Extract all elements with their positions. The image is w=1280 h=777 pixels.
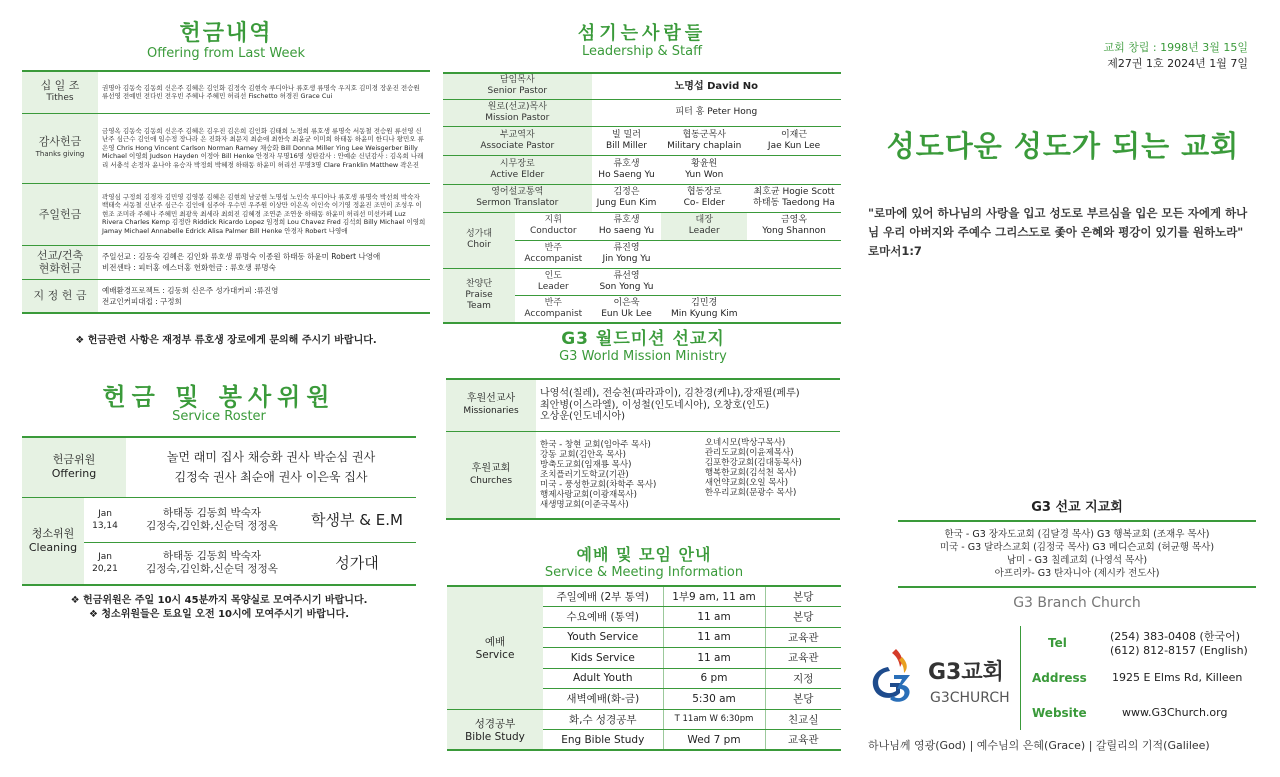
- g3-logo-icon: [866, 645, 916, 707]
- table-row: [22, 71, 430, 113]
- role-label: 원로(선교)목사: [487, 101, 547, 112]
- missionaries-label: 후원선교사: [466, 393, 516, 405]
- services-subtitle: Service & Meeting Information: [544, 565, 744, 580]
- person-name-en: Yun Won: [685, 169, 724, 180]
- roster-cleaning-names: 하태동 김동희 박숙자 김정숙,김인화,신순덕 정정옥: [126, 497, 298, 542]
- person-name: 금영옥: [780, 215, 808, 225]
- address-value: 1925 E Elms Rd, Killeen: [1112, 671, 1243, 684]
- table-row: [22, 183, 430, 245]
- role-label-en: Associate Pastor: [480, 140, 555, 151]
- offering-note: ❖ 헌금관련 사항은 재정부 류호생 장로에게 문의해 주시기 바랍니다.: [75, 335, 377, 346]
- offering-table: [22, 70, 430, 314]
- service-place: 지정: [765, 668, 841, 689]
- role-label: 지휘: [544, 215, 562, 225]
- person-name: 이재근: [780, 129, 808, 140]
- mission-pastor-name: 피터 홍 Peter Hong: [592, 99, 841, 126]
- table-row: [447, 586, 841, 607]
- person-name-en: Eun Uk Lee: [601, 308, 652, 319]
- person-name-en: Yong Shannon: [762, 226, 826, 236]
- contact-website: [1032, 706, 1262, 722]
- leadership-header: [443, 24, 841, 60]
- offering-label: 주일헌금: [38, 207, 82, 221]
- service-place: 교육관: [765, 648, 841, 669]
- person-name-en: Jae Kun Lee: [767, 140, 821, 151]
- offering-label: 지 정 헌 금: [33, 289, 87, 303]
- person-name: 김민경: [691, 297, 718, 308]
- tel-korean: (254) 383-0408 (한국어): [1110, 630, 1240, 643]
- role-label-en: Accompanist: [524, 254, 583, 264]
- branch-line: 남미 - G3 칠레교회 (나영석 목사): [1006, 555, 1148, 566]
- branch-title: G3 선교 지교회: [1031, 500, 1123, 515]
- table-row: [22, 245, 430, 279]
- role-label-en: Sermon Translator: [476, 198, 559, 208]
- offering-members-line: 놀먼 래미 집사 채승화 권사 박순심 권사: [166, 450, 376, 465]
- study-label: 성경공부: [474, 717, 516, 730]
- table-row: [443, 99, 841, 126]
- roster-date: Jan 20,21: [84, 542, 126, 585]
- branch-line: 미국 - G3 달라스교회 (김정국 목사) G3 메디슨교회 (허균행 목사): [939, 542, 1215, 553]
- person-name: 류진영: [613, 243, 640, 253]
- offering-header: [22, 22, 430, 62]
- worship-label: 예배: [484, 636, 506, 649]
- offering-label-en: Thanks giving: [35, 150, 85, 158]
- services-header: [447, 545, 841, 581]
- person-name: 빌 밀러: [612, 129, 641, 140]
- branch-line: 한국 - G3 장자도교회 (김달경 목사) G3 행복교회 (조재우 목사): [944, 529, 1210, 540]
- mission-title: G3 월드미션 선교지: [561, 329, 725, 349]
- missionaries-label-en: Missionaries: [463, 406, 519, 417]
- roster-date: Jan 13,14: [84, 497, 126, 542]
- table-row: [443, 184, 841, 212]
- offering-label-en: Tithes: [46, 93, 74, 104]
- logo-text-en: G3CHURCH: [930, 690, 1010, 706]
- address-label: Address: [1032, 671, 1087, 685]
- table-row: [446, 431, 840, 519]
- branch-line: 아프리카- G3 탄자니아 (제시카 전도사): [994, 568, 1160, 579]
- person-name: 류호생: [613, 158, 640, 169]
- table-row: [22, 279, 430, 313]
- offering-label: 십 일 조: [40, 79, 80, 93]
- person-name-en: Ho Saeng Yu: [598, 169, 655, 180]
- table-row: [446, 379, 840, 431]
- roster-offering-label: 헌금위원: [52, 453, 96, 467]
- table-row: [22, 113, 430, 183]
- table-row: [22, 497, 416, 542]
- offering-members-line: 김정숙 권사 최순애 권사 이은욱 집사: [174, 470, 368, 485]
- service-name: Youth Service: [543, 627, 663, 648]
- roster-title: 헌금 및 봉사위원: [102, 383, 336, 411]
- study-label-en: Bible Study: [465, 730, 525, 743]
- person-name: 류선영: [613, 270, 640, 281]
- person-name: 협동군목사: [682, 129, 726, 140]
- leadership-title: 섬기는사람들: [577, 23, 707, 44]
- person-name-en: Military chaplain: [667, 140, 742, 151]
- role-label-en: Accompanist: [524, 308, 583, 319]
- service-name: Adult Youth: [543, 668, 663, 689]
- offering-names: 주일선교 : 김동숙 김혜은 김인화 류호생 류명숙 이종원 하태동 하윤미 Robert 나영애 비전센타 : 피터홍 에스더홍 헌화헌금 : 류호생 류명숙: [98, 245, 430, 279]
- mission-header: [446, 329, 840, 365]
- contact-tel: [1032, 628, 1262, 660]
- role-label: 대장: [695, 215, 713, 225]
- offering-label-en: 현화헌금: [38, 262, 82, 275]
- person-name-en: Jung Eun Kim: [596, 198, 657, 208]
- role-label: 담임목사: [499, 75, 535, 86]
- role-label-en: Conductor: [529, 226, 577, 236]
- bible-verse: "로마에 있어 하나님의 사랑을 입고 성도로 부르심을 입은 모든 자에게 하나님 우리 아버지와 주예수 그리스도로 좇아 은혜와 평강이 있기를 원하노라" 로마서1:7: [868, 206, 1248, 258]
- church-logo: [866, 645, 916, 707]
- role-label-en: Mission Pastor: [485, 112, 550, 123]
- role-label: 찬양단: [465, 278, 493, 289]
- person-name-en: Son Yong Yu: [599, 281, 654, 292]
- churches-list: 한국 - 창현 교회(임아주 목사) 강동 교회(김안옥 목사) 방축도교회(임재룡 목사) 조치플러기도학교(기관) 미국 - 풍성한교회(차학주 목사) 행제사랑교회(이광재목사) 새생명교회(이준국목사): [540, 439, 657, 510]
- roster-header: [22, 385, 416, 425]
- contact-address: [1032, 671, 1262, 687]
- service-name: 수요예배 (통역): [543, 607, 663, 628]
- roster-note: ❖ 청소위원들은 토요일 오전 10시에 모여주시기 바랍니다.: [88, 609, 350, 620]
- service-name: 주일예배 (2부 통역): [543, 586, 663, 607]
- table-row: [443, 155, 841, 184]
- branch-title-en: G3 Branch Church: [1013, 595, 1141, 611]
- service-place: 교육관: [765, 627, 841, 648]
- service-place: 친교실: [765, 709, 841, 730]
- role-label: 반주: [544, 297, 562, 308]
- person-name-en: Min Kyung Kim: [670, 308, 738, 319]
- person-name: 협동장로: [686, 187, 722, 197]
- offering-names: 예배환경프로젝트 : 김동희 신은주 성가대커피 :류진영 전교인커피대접 : 구정희: [98, 279, 430, 313]
- role-label: 시무장로: [499, 158, 535, 169]
- role-label-en: Leader: [537, 281, 569, 292]
- role-label: 반주: [544, 243, 562, 253]
- role-label: 성가대: [465, 229, 493, 239]
- table-row: [443, 73, 841, 99]
- role-label: 영어설교통역: [491, 187, 544, 197]
- offering-label: 감사헌금: [38, 135, 82, 148]
- role-label: 인도: [544, 270, 562, 281]
- branch-list: [898, 520, 1256, 588]
- service-name: Eng Bible Study: [543, 730, 663, 751]
- roster-team: 학생부 & E.M: [298, 497, 416, 542]
- website-link[interactable]: www.G3Church.org: [1122, 706, 1228, 719]
- service-name: 새벽예배(화-금): [543, 689, 663, 710]
- person-name-en: Jin Yong Yu: [602, 254, 651, 264]
- services-title: 예배 및 모임 안내: [576, 545, 712, 564]
- role-label-en: Team: [467, 300, 491, 311]
- service-time: 5:30 am: [663, 689, 765, 710]
- roster-note: ❖ 헌금위원은 주일 10시 45분까지 목양실로 모여주시기 바랍니다.: [70, 595, 368, 606]
- service-time: 11 am: [663, 648, 765, 669]
- roster-offering-label-en: Offering: [51, 467, 97, 481]
- mission-subtitle: G3 World Mission Ministry: [559, 349, 727, 364]
- person-name-en: Co- Elder: [683, 198, 725, 208]
- role-label-en: Choir: [467, 240, 491, 250]
- divider: [1020, 626, 1021, 730]
- leadership-subtitle: Leadership & Staff: [581, 44, 703, 59]
- table-row: [443, 268, 841, 295]
- senior-pastor-name: 노명섭 David No: [592, 73, 841, 99]
- person-name-en: Bill Miller: [605, 140, 647, 151]
- offering-subtitle: Offering from Last Week: [147, 46, 305, 61]
- roster-cleaning-names: 하태동 김동희 박숙자 김정숙,김인화,신순덕 정정옥: [126, 542, 298, 585]
- service-time: 11 am: [663, 627, 765, 648]
- roster-cleaning-label: 청소위원: [31, 526, 75, 540]
- service-name: Kids Service: [543, 648, 663, 669]
- churches-label-en: Churches: [469, 475, 513, 486]
- tel-english: (612) 812-8157 (English): [1110, 644, 1248, 657]
- role-label-en: Senior Pastor: [487, 86, 548, 97]
- table-row: [22, 437, 416, 497]
- person-name-en: Ho saeng Yu: [598, 226, 655, 236]
- service-time: 11 am: [663, 607, 765, 628]
- worship-label-en: Service: [475, 649, 515, 662]
- offering-names: 권명아 김동숙 김동희 신은주 김혜은 김인화 김정숙 김현숙 루디아나 류호생 류명숙 우지호 김미경 장운진 전승원 류선영 전예빈 전다빈 전우빈 주혜나 주혜민 허리선 Fischetto 허경진 Grace Cui: [98, 71, 430, 113]
- footer-slogan: 하나님께 영광(God) | 예수님의 은혜(Grace) | 갈릴리의 기적(Galilee): [868, 739, 1210, 752]
- roster-team: 성가대: [298, 542, 416, 585]
- person-name: 김정은: [613, 187, 640, 197]
- churches-list: 오네시모(박상구목사) 관리도교회(이윤제목사) 김포한강교회(김대동목사) 행복한교회(김석천 목사) 새언약교회(오일 목사) 한우리교회(문광수 목사): [704, 437, 802, 498]
- person-name: 이은욱: [613, 297, 640, 308]
- service-place: 본당: [765, 607, 841, 628]
- tel-label: Tel: [1048, 636, 1067, 650]
- service-place: 본당: [765, 586, 841, 607]
- role-label-en: Leader: [688, 226, 720, 236]
- role-label-en: Active Elder: [490, 169, 545, 180]
- table-row: [443, 212, 841, 240]
- churches-label: 후원교회: [471, 462, 511, 474]
- missionaries-list: 나영석(칠레), 전승천(파라과이), 김찬경(케냐),장재필(페루) 최안병(이스라엘), 이성철(인도네시아), 오창호(인도) 오상운(인도네시아): [540, 388, 800, 422]
- service-name: 화,수 성경공부: [543, 709, 663, 730]
- service-time: 1부9 am, 11 am: [663, 586, 765, 607]
- offering-label: 선교/건축: [36, 249, 84, 262]
- offering-names: 금영옥 김동숙 김동희 신은주 김혜은 김우진 김은희 김인화 김태희 노정희 류호생 류명숙 서동철 전승원 류선영 신난주 심근수 김인애 임수정 장나라 은 진화자 최문지 최순애 최한숙 최윤균 이미희 하태동 하윤미 한디나 왕민오 류은영 Chris Hong Vincent Carlson Norman Ramey 채승화 Bill Donna Miller Ying Lee Weisgerber Billy Michael 이영희 Judson Hayden 이정아 Bill Henke 안경자 무명16명 성탄감사 : 안예순 신년감사 : 김옥희 나래리 서충석 손정자 윤나야 유승자 박정희 박혜경 하태동 하윤미 허리선 무명3명 Clare Franklin Matthew 곽은진: [98, 113, 430, 183]
- service-time: T 11am W 6:30pm: [663, 709, 765, 730]
- service-time: Wed 7 pm: [663, 730, 765, 751]
- service-place: 교육관: [765, 730, 841, 751]
- role-label-en: Praise: [465, 289, 493, 300]
- church-motto: 성도다운 성도가 되는 교회: [886, 129, 1240, 163]
- role-label: 부교역자: [499, 129, 535, 140]
- mission-table: [446, 378, 840, 520]
- offering-title: 헌금내역: [179, 21, 273, 46]
- roster-cleaning-label-en: Cleaning: [28, 540, 78, 554]
- website-label: Website: [1032, 706, 1087, 720]
- person-name-en: 하태동 Taedong Ha: [753, 198, 835, 208]
- issue-info: 제27권 1호 2024년 1월 7일: [1107, 57, 1248, 70]
- table-row: [447, 709, 841, 730]
- leadership-table: [443, 72, 841, 324]
- roster-table: [22, 436, 416, 586]
- services-table: [447, 585, 841, 751]
- service-time: 6 pm: [663, 668, 765, 689]
- roster-subtitle: Service Roster: [172, 409, 266, 424]
- person-name: 최호균 Hogie Scott: [753, 187, 835, 197]
- table-row: [443, 126, 841, 155]
- church-founded: 교회 창립 : 1998년 3월 15일: [1103, 41, 1248, 54]
- service-place: 본당: [765, 689, 841, 710]
- person-name: 류호생: [613, 215, 640, 225]
- logo-text: G3교회: [928, 660, 1004, 685]
- person-name: 황윤원: [691, 158, 718, 169]
- offering-names: 곽영심 구정희 김경자 김민영 김영봉 김혜은 김현희 남궁현 노명섭 노인숙 루디아나 류호생 류명숙 박선희 박숙자 백태숙 서동철 신난주 심근수 김인애 심주아 우수민 우주원 이상만 이은옥 이인숙 이기영 정윤진 조민이 조성우 이현조 조미라 주혜나 주혜민 최광욱 최세라 최희진 김혜경 조연준 조연웅 하태동 하윤미 허리선 미선카페 Luz Rivera Charles Kemp 김정란 Riddick Ricardo Lopez 임정희 Lou Chavez Fred 김석희 Billy Michael 이영희 Jamay Michael Annabelle Edrick Alisa Palmer Bill Henke 안경자 Robert 나영애: [98, 183, 430, 245]
